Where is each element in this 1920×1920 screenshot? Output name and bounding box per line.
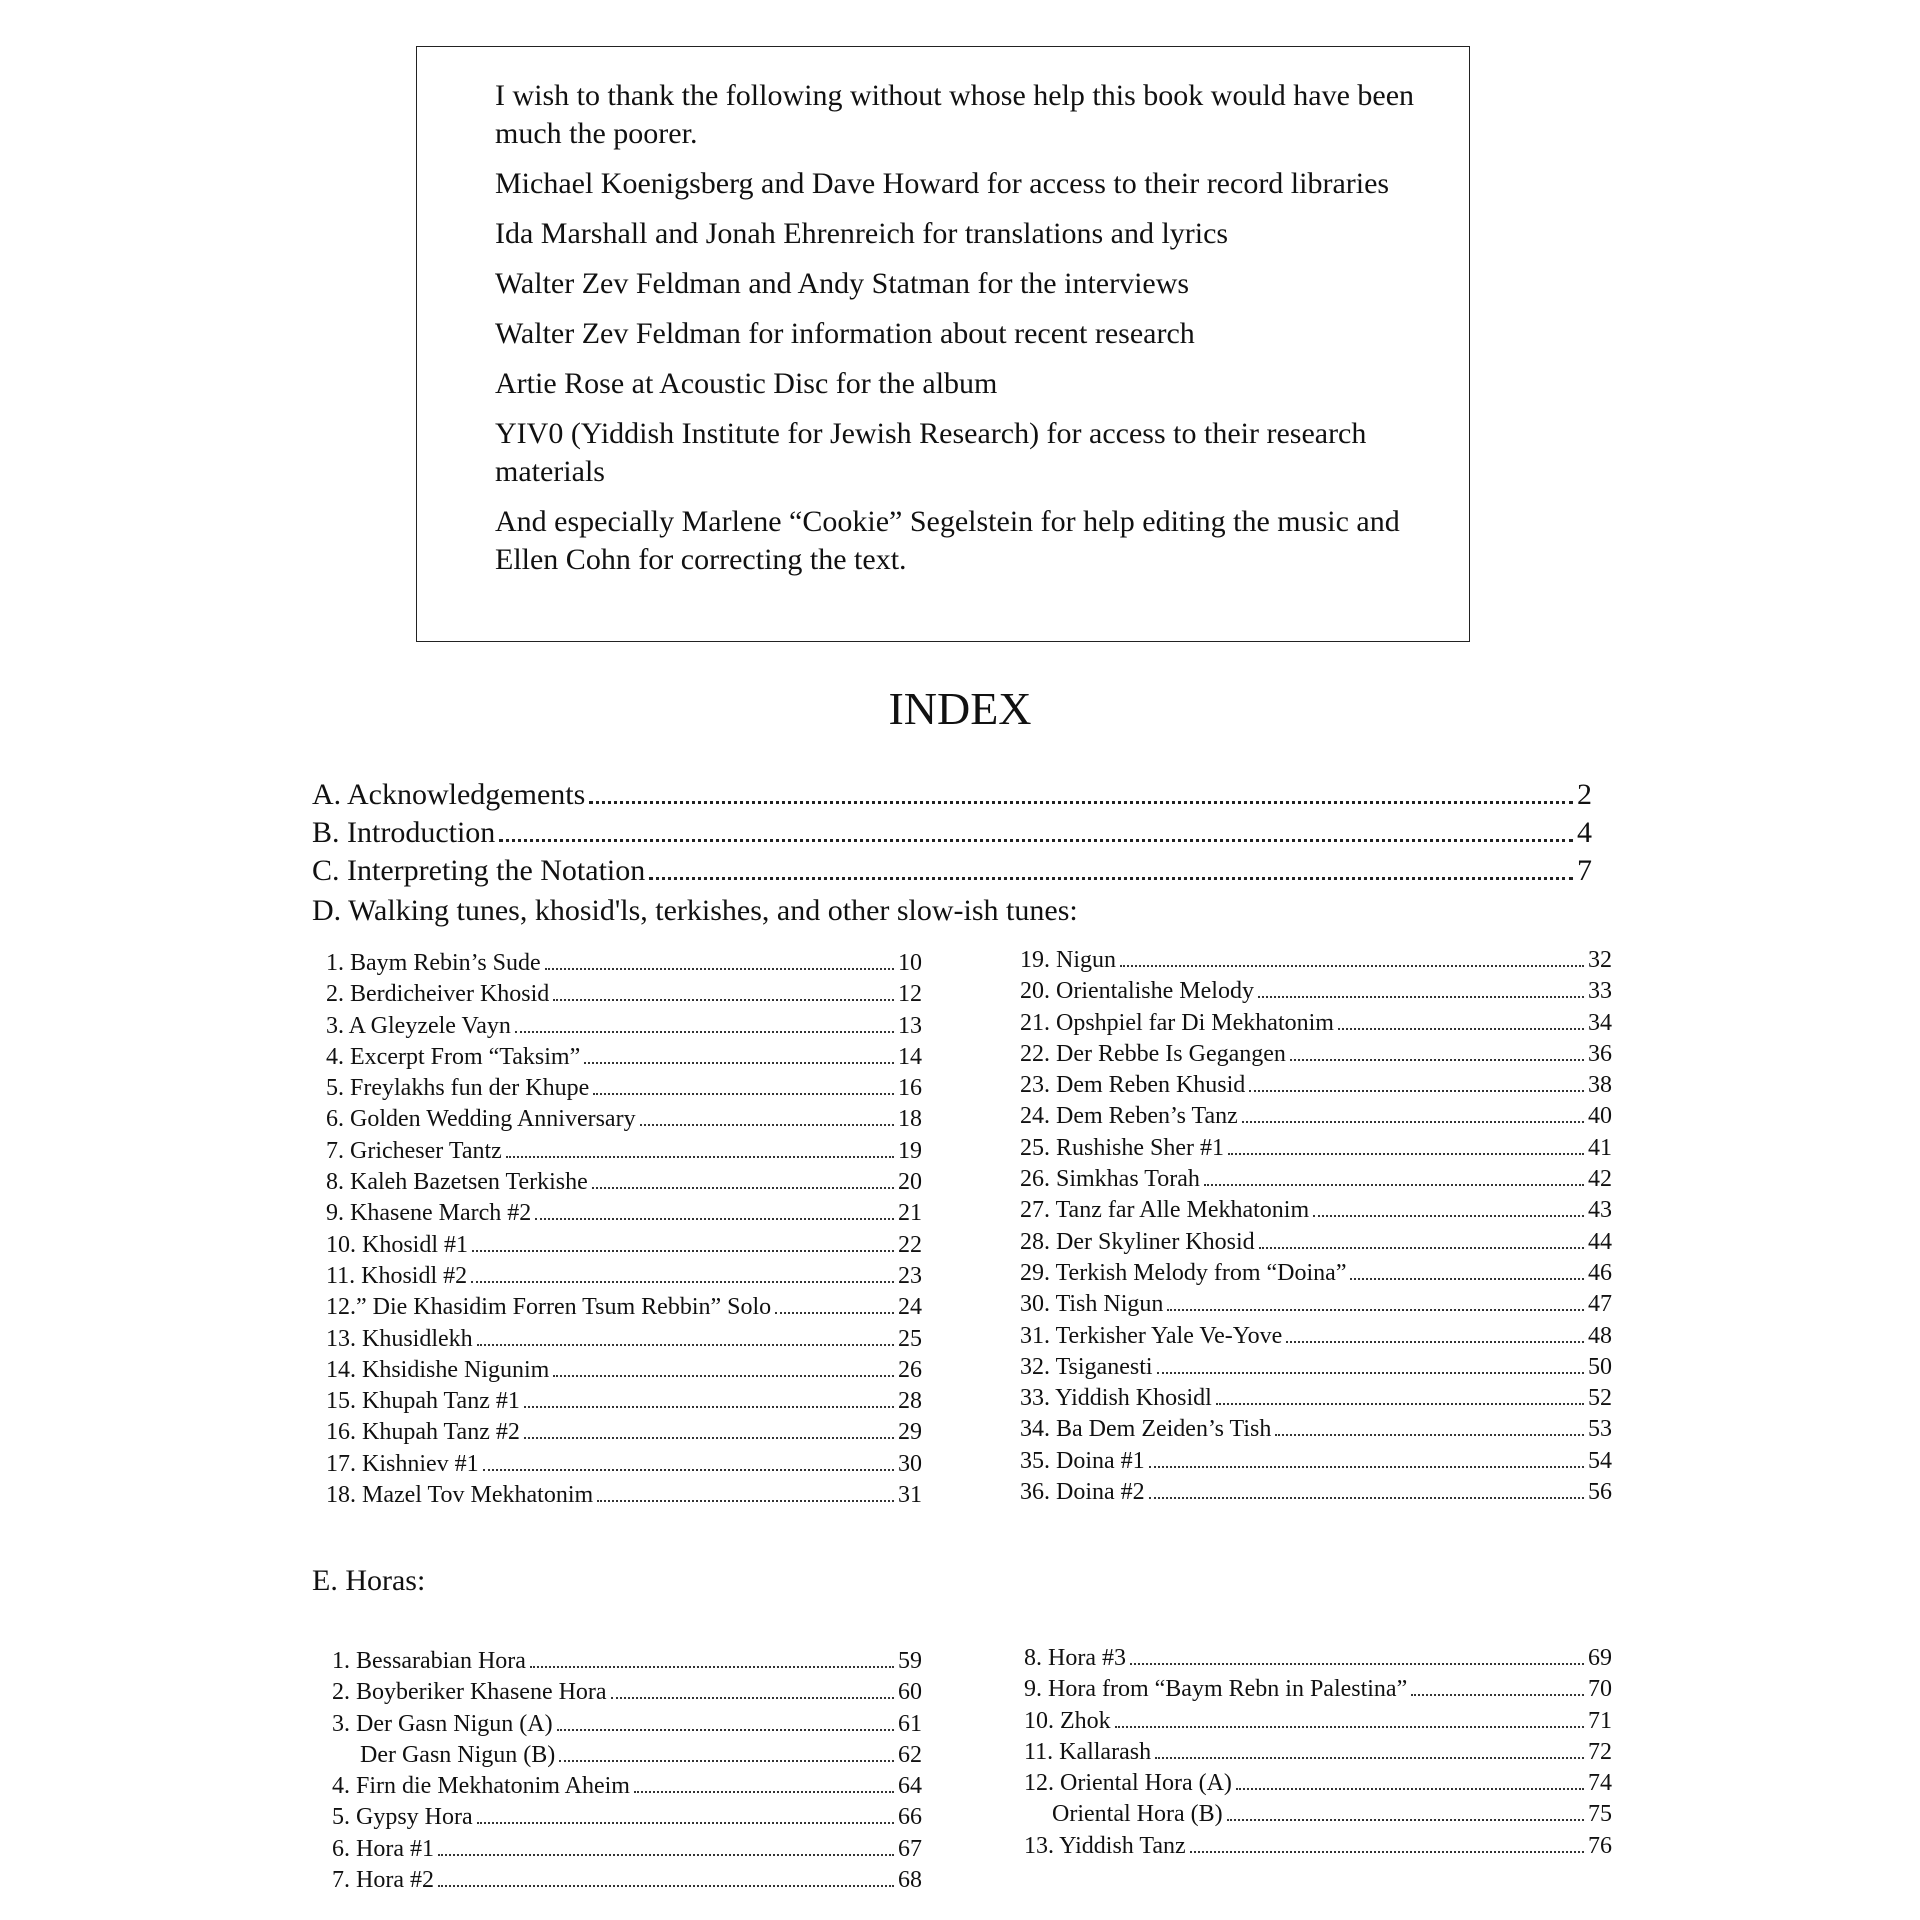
- entry-label: 4. Firn die Mekhatonim Aheim: [332, 1773, 630, 1800]
- index-entry: [1020, 978, 1612, 1009]
- index-entry: [1020, 1448, 1612, 1479]
- index-entry: [1024, 1676, 1612, 1707]
- entry-page: 59: [898, 1648, 922, 1674]
- dot-leader: [506, 1156, 894, 1158]
- entry-page: 18: [898, 1106, 922, 1133]
- entry-page: 20: [898, 1169, 922, 1196]
- index-entry: [1020, 1291, 1612, 1322]
- dot-leader: [1249, 1090, 1584, 1092]
- entry-page: 61: [898, 1710, 922, 1737]
- entry-page: 67: [898, 1835, 922, 1862]
- index-entry: [1020, 947, 1612, 978]
- entry-label: 8. Hora #3: [1024, 1645, 1126, 1671]
- dot-leader: [634, 1791, 894, 1793]
- dot-leader: [1216, 1403, 1584, 1405]
- dot-leader: [535, 1218, 894, 1220]
- entry-label: 21. Opshpiel far Di Mekhatonim: [1020, 1009, 1334, 1036]
- entry-page: 24: [898, 1294, 922, 1321]
- dot-leader: [611, 1697, 894, 1699]
- entry-label: 18. Mazel Tov Mekhatonim: [326, 1482, 594, 1509]
- entry-page: 43: [1588, 1197, 1612, 1224]
- entry-label: 10. Khosidl #1: [326, 1231, 469, 1258]
- index-entry: [326, 1326, 922, 1357]
- section-e-left-column: [332, 1648, 922, 1898]
- entry-page: 23: [898, 1262, 922, 1289]
- ack-item: Walter Zev Feldman and Andy Statman for the interviews: [495, 267, 1190, 300]
- dot-leader: [1290, 1059, 1584, 1061]
- entry-label: 5. Freylakhs fun der Khupe: [326, 1075, 590, 1102]
- index-entry: [326, 1169, 922, 1200]
- acknowledgements-box: [416, 46, 1470, 642]
- dot-leader: [524, 1406, 894, 1408]
- index-entry: [332, 1711, 922, 1742]
- index-entry: [1020, 1323, 1612, 1354]
- index-entry: [326, 1419, 922, 1450]
- index-entry: [326, 1482, 922, 1513]
- dot-leader: [1149, 1466, 1584, 1468]
- entry-page: 62: [898, 1741, 922, 1768]
- ack-item: And especially Marlene “Cookie” Segelstein for help editing the music and Ellen Cohn for correcting the text.: [495, 505, 1400, 576]
- entry-page: 53: [1588, 1416, 1612, 1443]
- entry-label: 11. Kallarash: [1024, 1738, 1152, 1765]
- entry-page: 47: [1588, 1291, 1612, 1318]
- entry-label: 13. Yiddish Tanz: [1024, 1832, 1186, 1859]
- dot-leader: [483, 1469, 894, 1471]
- entry-label: 36. Doina #2: [1020, 1479, 1145, 1506]
- dot-leader: [589, 801, 1573, 804]
- entry-page: 34: [1588, 1009, 1612, 1036]
- dot-leader: [530, 1666, 894, 1668]
- index-entry: [326, 1294, 922, 1325]
- index-entry: [326, 1138, 922, 1169]
- entry-page: 64: [898, 1773, 922, 1800]
- entry-page: 12: [898, 981, 922, 1008]
- dot-leader: [1204, 1184, 1584, 1186]
- entry-label: 31. Terkisher Yale Ve-Yove: [1020, 1322, 1283, 1349]
- entry-label: 9. Hora from “Baym Rebn in Palestina”: [1024, 1676, 1408, 1703]
- entry-page: 76: [1588, 1832, 1612, 1859]
- entry-label: 7. Gricheser Tantz: [326, 1137, 502, 1164]
- entry-page: 30: [898, 1450, 922, 1477]
- section-e-heading: E. Horas:: [312, 1564, 426, 1597]
- dot-leader: [1120, 965, 1584, 967]
- index-entry: [332, 1867, 922, 1898]
- entry-label: 24. Dem Reben’s Tanz: [1020, 1103, 1238, 1130]
- dot-leader: [640, 1124, 894, 1126]
- entry-page: 69: [1588, 1645, 1612, 1671]
- entry-label: 28. Der Skyliner Khosid: [1020, 1228, 1255, 1255]
- index-entry: [1020, 1135, 1612, 1166]
- entry-label: Oriental Hora (B): [1052, 1801, 1223, 1828]
- entry-page: 40: [1588, 1103, 1612, 1130]
- entry-label: 5. Gypsy Hora: [332, 1804, 473, 1831]
- index-entry: [1020, 1010, 1612, 1041]
- dot-leader: [1157, 1372, 1584, 1374]
- entry-label: 1. Baym Rebin’s Sude: [326, 950, 541, 976]
- entry-label: 9. Khasene March #2: [326, 1200, 532, 1227]
- entry-label: 4. Excerpt From “Taksim”: [326, 1043, 581, 1070]
- entry-page: 52: [1588, 1385, 1612, 1412]
- entry-label: Der Gasn Nigun (B): [360, 1741, 556, 1768]
- index-entry: [332, 1648, 922, 1679]
- index-entry: [1024, 1833, 1612, 1864]
- entry-page: 2: [1577, 778, 1592, 811]
- main-index: [312, 778, 1592, 930]
- entry-page: 71: [1588, 1707, 1612, 1734]
- entry-page: 33: [1588, 978, 1612, 1005]
- entry-label: 15. Khupah Tanz #1: [326, 1388, 520, 1415]
- entry-page: 10: [898, 950, 922, 976]
- entry-page: 22: [898, 1231, 922, 1258]
- index-entry-introduction: [312, 816, 1592, 854]
- entry-page: 44: [1588, 1228, 1612, 1255]
- entry-label: 6. Golden Wedding Anniversary: [326, 1106, 636, 1133]
- ack-item: Michael Koenigsberg and Dave Howard for access to their record libraries: [495, 167, 1390, 200]
- entry-label: 2. Berdicheiver Khosid: [326, 981, 550, 1008]
- dot-leader: [1286, 1341, 1584, 1343]
- entry-page: 54: [1588, 1447, 1612, 1474]
- entry-page: 4: [1577, 816, 1592, 849]
- dot-leader: [775, 1312, 894, 1314]
- dot-leader: [1258, 996, 1584, 998]
- entry-label: 20. Orientalishe Melody: [1020, 978, 1254, 1005]
- ack-intro: I wish to thank the following without whose help this book would have been much the poorer.: [495, 79, 1415, 150]
- entry-page: 70: [1588, 1676, 1612, 1703]
- dot-leader: [1190, 1851, 1584, 1853]
- entry-label: 7. Hora #2: [332, 1867, 434, 1894]
- index-entry: [1020, 1260, 1612, 1291]
- entry-label: C. Interpreting the Notation: [312, 854, 646, 887]
- entry-label: 16. Khupah Tanz #2: [326, 1419, 520, 1446]
- dot-leader: [649, 877, 1573, 880]
- entry-page: 72: [1588, 1738, 1612, 1765]
- dot-leader: [438, 1885, 894, 1887]
- entry-page: 32: [1588, 947, 1612, 973]
- dot-leader: [559, 1760, 894, 1762]
- index-entry-notation: [312, 854, 1592, 892]
- entry-label: 26. Simkhas Torah: [1020, 1166, 1200, 1193]
- dot-leader: [592, 1187, 894, 1189]
- entry-label: 10. Zhok: [1024, 1707, 1111, 1734]
- index-entry: [326, 1044, 922, 1075]
- entry-label: 32. Tsiganesti: [1020, 1353, 1153, 1380]
- entry-label: 17. Kishniev #1: [326, 1450, 479, 1477]
- entry-page: 42: [1588, 1166, 1612, 1193]
- entry-page: 25: [898, 1325, 922, 1352]
- section-d-left-column: [326, 950, 922, 1513]
- dot-leader: [1242, 1121, 1584, 1123]
- index-entry: [332, 1804, 922, 1835]
- entry-label: 14. Khsidishe Nigunim: [326, 1356, 550, 1383]
- index-entry: [1020, 1103, 1612, 1134]
- entry-page: 19: [898, 1137, 922, 1164]
- dot-leader: [524, 1437, 894, 1439]
- entry-page: 26: [898, 1356, 922, 1383]
- entry-label: 19. Nigun: [1020, 947, 1116, 973]
- entry-label: 12.” Die Khasidim Forren Tsum Rebbin” Solo: [326, 1294, 772, 1321]
- entry-page: 50: [1588, 1353, 1612, 1380]
- dot-leader: [472, 1250, 894, 1252]
- entry-page: 31: [898, 1482, 922, 1509]
- entry-label: 35. Doina #1: [1020, 1447, 1145, 1474]
- index-entry: [1020, 1354, 1612, 1385]
- dot-leader: [438, 1854, 894, 1856]
- entry-page: 46: [1588, 1259, 1612, 1286]
- index-entry: [332, 1679, 922, 1710]
- entry-label: 8. Kaleh Bazetsen Terkishe: [326, 1169, 588, 1196]
- index-entry: [1020, 1416, 1612, 1447]
- entry-label: 27. Tanz far Alle Mekhatonim: [1020, 1197, 1310, 1224]
- entry-label: 33. Yiddish Khosidl: [1020, 1385, 1212, 1412]
- entry-page: 66: [898, 1804, 922, 1831]
- index-entry: [1020, 1041, 1612, 1072]
- entry-page: 7: [1577, 854, 1592, 887]
- index-entry: [1024, 1708, 1612, 1739]
- dot-leader: [597, 1500, 894, 1502]
- ack-item: Ida Marshall and Jonah Ehrenreich for translations and lyrics: [495, 217, 1229, 250]
- entry-label: 2. Boyberiker Khasene Hora: [332, 1679, 607, 1706]
- entry-page: 68: [898, 1867, 922, 1894]
- index-entry: [1024, 1801, 1612, 1832]
- entry-page: 28: [898, 1388, 922, 1415]
- entry-page: 74: [1588, 1770, 1612, 1797]
- dot-leader: [1350, 1278, 1584, 1280]
- dot-leader: [471, 1281, 894, 1283]
- entry-page: 13: [898, 1012, 922, 1039]
- entry-label: 1. Bessarabian Hora: [332, 1648, 526, 1674]
- index-entry: [1020, 1479, 1612, 1510]
- entry-label: 30. Tish Nigun: [1020, 1291, 1164, 1318]
- index-entry: [1024, 1739, 1612, 1770]
- entry-label: 3. A Gleyzele Vayn: [326, 1012, 511, 1039]
- section-d-right-column: [1020, 947, 1612, 1510]
- index-entry: [326, 981, 922, 1012]
- dot-leader: [477, 1822, 894, 1824]
- index-title: INDEX: [888, 683, 1032, 734]
- entry-label: 6. Hora #1: [332, 1835, 434, 1862]
- entry-page: 41: [1588, 1134, 1612, 1161]
- ack-item: Walter Zev Feldman for information about recent research: [495, 317, 1195, 350]
- dot-leader: [1115, 1726, 1584, 1728]
- dot-leader: [1313, 1215, 1584, 1217]
- dot-leader: [584, 1062, 894, 1064]
- entry-page: 38: [1588, 1072, 1612, 1099]
- dot-leader: [1236, 1788, 1584, 1790]
- dot-leader: [1227, 1819, 1584, 1821]
- dot-leader: [1167, 1309, 1584, 1311]
- index-entry: [1020, 1197, 1612, 1228]
- index-entry: [332, 1742, 922, 1773]
- index-entry: [326, 1200, 922, 1231]
- dot-leader: [1228, 1153, 1584, 1155]
- index-entry-acknowledgements: [312, 778, 1592, 816]
- dot-leader: [553, 999, 894, 1001]
- index-entry: [326, 1451, 922, 1482]
- entry-page: 16: [898, 1075, 922, 1102]
- dot-leader: [1155, 1757, 1584, 1759]
- index-entry: [326, 1232, 922, 1263]
- index-entry: [1020, 1229, 1612, 1260]
- index-entry: [332, 1773, 922, 1804]
- dot-leader: [1275, 1434, 1584, 1436]
- entry-label: 34. Ba Dem Zeiden’s Tish: [1020, 1416, 1272, 1443]
- index-entry: [326, 1357, 922, 1388]
- entry-label: 25. Rushishe Sher #1: [1020, 1134, 1224, 1161]
- index-entry: [326, 1388, 922, 1419]
- index-entry: [1020, 1166, 1612, 1197]
- dot-leader: [557, 1729, 894, 1731]
- dot-leader: [1130, 1663, 1584, 1665]
- index-entry: [326, 1263, 922, 1294]
- entry-page: 21: [898, 1200, 922, 1227]
- entry-page: 60: [898, 1679, 922, 1706]
- entry-page: 75: [1588, 1801, 1612, 1828]
- index-entry: [332, 1836, 922, 1867]
- index-entry: [326, 1013, 922, 1044]
- dot-leader: [1411, 1694, 1584, 1696]
- dot-leader: [515, 1031, 894, 1033]
- entry-label: A. Acknowledgements: [312, 778, 586, 811]
- section-e-right-column: [1024, 1645, 1612, 1864]
- entry-label: B. Introduction: [312, 816, 496, 849]
- index-entry: [326, 1075, 922, 1106]
- index-entry: [326, 950, 922, 981]
- entry-label: 11. Khosidl #2: [326, 1262, 468, 1289]
- entry-page: 29: [898, 1419, 922, 1446]
- dot-leader: [1149, 1497, 1584, 1499]
- entry-label: 29. Terkish Melody from “Doina”: [1020, 1259, 1347, 1286]
- entry-label: 3. Der Gasn Nigun (A): [332, 1710, 553, 1737]
- index-entry: [1020, 1072, 1612, 1103]
- dot-leader: [499, 839, 1573, 842]
- ack-item: YIV0 (Yiddish Institute for Jewish Research) for access to their research materials: [495, 417, 1367, 488]
- index-entry: [1024, 1645, 1612, 1676]
- entry-label: 13. Khusidlekh: [326, 1325, 473, 1352]
- index-entry: [1020, 1385, 1612, 1416]
- dot-leader: [1259, 1247, 1584, 1249]
- entry-page: 36: [1588, 1040, 1612, 1067]
- dot-leader: [545, 968, 894, 970]
- dot-leader: [1338, 1028, 1584, 1030]
- dot-leader: [553, 1375, 894, 1377]
- entry-page: 14: [898, 1043, 922, 1070]
- entry-page: 56: [1588, 1479, 1612, 1506]
- entry-label: 23. Dem Reben Khusid: [1020, 1072, 1246, 1099]
- entry-page: 48: [1588, 1322, 1612, 1349]
- index-entry: [1024, 1770, 1612, 1801]
- entry-label: 22. Der Rebbe Is Gegangen: [1020, 1040, 1286, 1067]
- dot-leader: [477, 1344, 894, 1346]
- index-entry: [326, 1106, 922, 1137]
- ack-item: Artie Rose at Acoustic Disc for the album: [495, 367, 998, 400]
- section-d-heading: D. Walking tunes, khosid'ls, terkishes, and other slow-ish tunes:: [312, 894, 1078, 927]
- dot-leader: [593, 1093, 894, 1095]
- entry-label: 12. Oriental Hora (A): [1024, 1770, 1232, 1797]
